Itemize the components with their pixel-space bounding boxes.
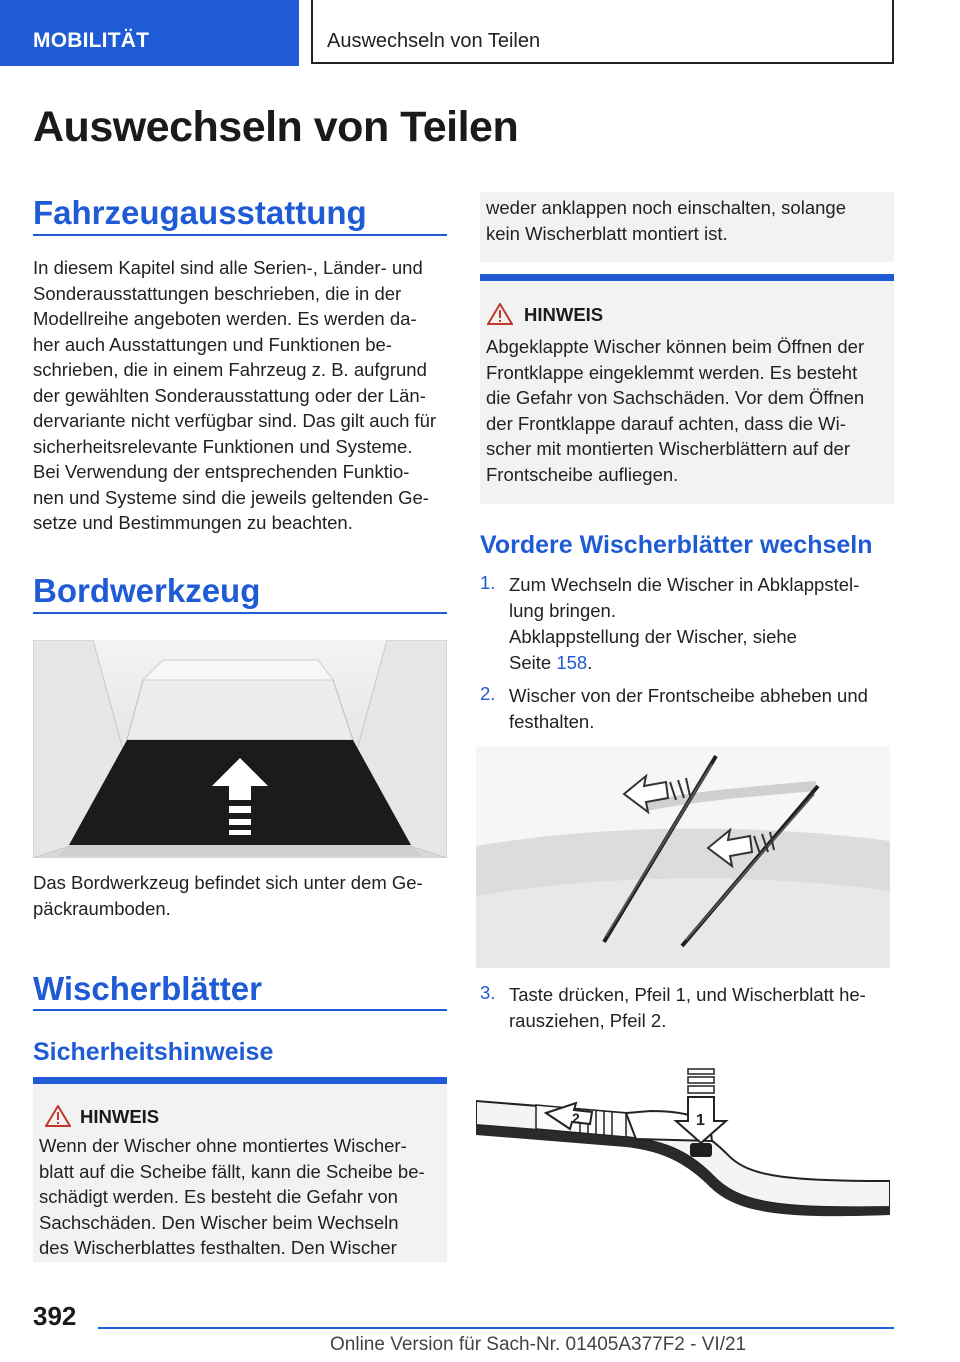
page-title: Auswechseln von Teilen <box>33 103 519 151</box>
step-number: 3. <box>480 982 496 1003</box>
note-box <box>33 1077 447 1262</box>
note-title: HINWEIS <box>524 304 604 325</box>
section-label: MOBILITÄT <box>33 29 150 52</box>
note-box-continued <box>480 192 894 262</box>
step-text: Wischer von der Frontscheibe abheben und festhalten. <box>509 685 868 732</box>
callout-1: 1 <box>696 1112 705 1129</box>
heading-vordere-wischerblaetter: Vordere Wischerblätter wechseln <box>480 531 873 559</box>
warning-icon <box>487 303 513 325</box>
trunk-illustration <box>33 640 447 858</box>
note-text: weder anklappen noch einschalten, solange kein Wischerblatt montiert ist. <box>486 197 846 244</box>
warning-icon <box>45 1105 71 1127</box>
note-text: Abgeklappte Wischer können beim Öffnen der Frontklappe eingeklemmt werden. Es besteht die Gefahr von Sachschäden. Vor dem Öffnen der Frontklappe darauf achten, dass die Wi- scher mit montierten Wischerblättern auf der Frontscheibe aufliegen. <box>486 336 865 485</box>
subheading-sicherheitshinweise: Sicherheitshinweise <box>33 1038 274 1066</box>
note-title: HINWEIS <box>80 1106 160 1127</box>
heading-rule <box>33 612 447 614</box>
footer-text: Online Version für Sach-Nr. 01405A377F2 - VI/21 <box>330 1334 747 1355</box>
windshield-wiper-illustration <box>476 746 890 968</box>
chapter-label: Auswechseln von Teilen <box>327 30 541 52</box>
step-text: Taste drücken, Pfeil 1, und Wischerblatt he- rausziehen, Pfeil 2. <box>509 984 866 1031</box>
footer-rule <box>98 1327 894 1329</box>
step-number: 1. <box>480 572 496 593</box>
section-tab <box>0 0 299 66</box>
heading-bordwerkzeug: Bordwerkzeug <box>33 572 261 609</box>
bordwerkzeug-paragraph: Das Bordwerkzeug befindet sich unter dem Ge- päckraumboden. <box>33 872 423 919</box>
step-number: 2. <box>480 683 496 704</box>
note-box <box>480 274 894 504</box>
page-link[interactable]: 158 <box>556 651 588 673</box>
note-bar <box>480 274 894 281</box>
note-text: Wenn der Wischer ohne montiertes Wischer- blatt auf die Scheibe fällt, kann die Scheibe be- schädigt werden. Es besteht die Gefahr von Sachschäden. Den Wischer beim Wechseln des Wischerblattes festhalten. Den Wischer <box>39 1135 425 1258</box>
callout-2: 2 <box>572 1110 580 1126</box>
note-bar <box>33 1077 447 1084</box>
wiper-blade-illustration <box>476 1063 890 1265</box>
page-number: 392 <box>33 1301 77 1331</box>
chapter-tab <box>311 0 894 64</box>
step-text: Zum Wechseln die Wischer in Abklappstel- lung bringen. <box>509 574 860 621</box>
heading-rule <box>33 1009 447 1011</box>
heading-wischerblaetter: Wischerblätter <box>33 970 262 1007</box>
fahrzeug-paragraph: In diesem Kapitel sind alle Serien-, Länder- und Sonderausstattungen beschrieben, die in der Modellreihe angeboten werden. Es werden da- her auch Ausstattungen und Funktionen be- schrieben, die in einem Fahrzeug z. B. aufgrund der gewählten Sonderausstattung oder der Län- dervariante nicht verfügbar sind. Das gilt auch für sicherheitsrelevante Funktionen und Systeme. Bei Verwendung der entsprechenden Funktio- nen und Systeme sind die jeweils geltenden Ge- setze und Bestimmungen zu beachten. <box>33 257 437 533</box>
step-reference: Abklappstellung der Wischer, siehe Seite 158. <box>509 626 797 673</box>
heading-rule <box>33 234 447 236</box>
heading-fahrzeugausstattung: Fahrzeugausstattung <box>33 194 367 231</box>
